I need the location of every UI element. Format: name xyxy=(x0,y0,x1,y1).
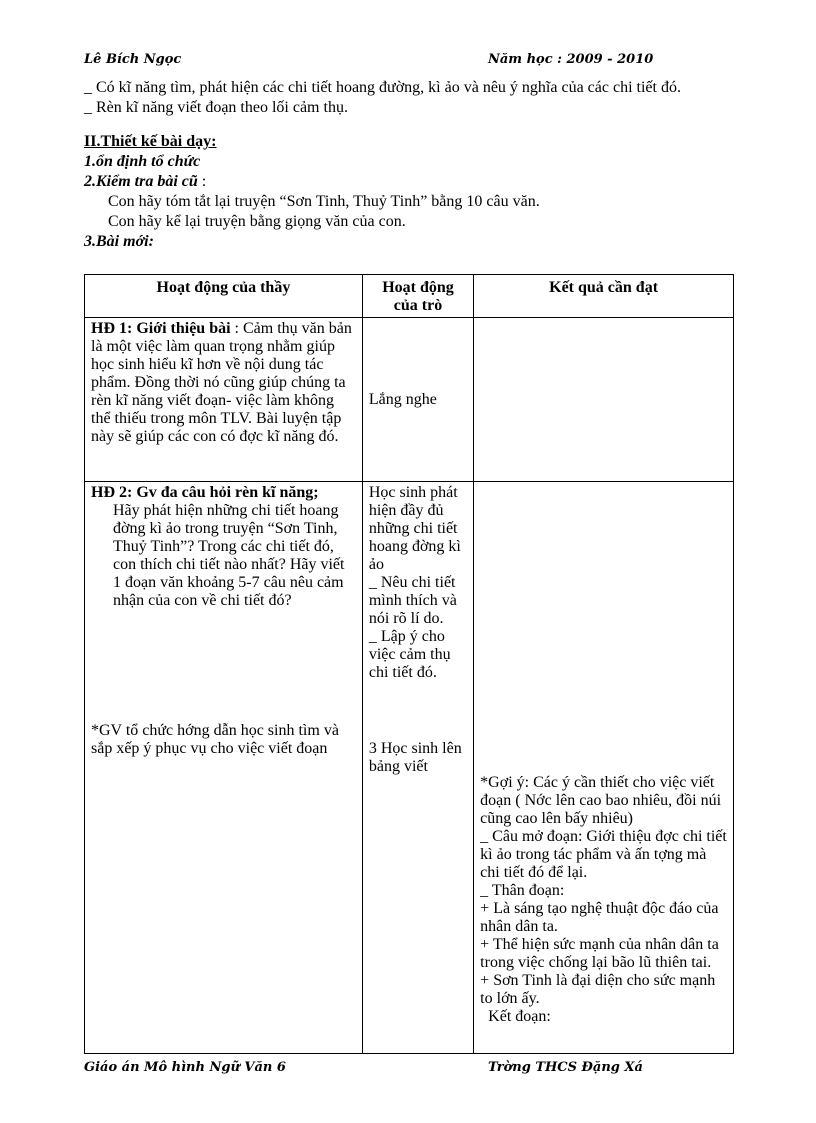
objective-skill-write: _ Rèn kĩ năng viết đoạn theo lối cảm thụ. xyxy=(84,99,348,116)
lesson-table xyxy=(84,274,734,1054)
step-2-heading xyxy=(84,172,744,192)
step-2-label: 2.Kiểm tra bài cũ xyxy=(84,173,198,190)
row2-teacher-cell xyxy=(85,482,363,1054)
row2-result-cell xyxy=(474,482,734,1054)
row1-result-cell xyxy=(474,318,734,482)
review-question-2: Con hãy kể lại truyện bằng giọng văn của con. xyxy=(108,213,406,230)
table-row xyxy=(85,482,734,1054)
result-body-heading: _ Thân đoạn: xyxy=(480,882,565,899)
result-opening: _ Câu mở đoạn: Giới thiệu đợc chi tiết kì ảo trong tác phẩm và ấn tợng mà chi tiết đó để lại. xyxy=(480,828,727,881)
header-teacher-activity: Hoạt động của thầy xyxy=(85,275,363,318)
row1-teacher-cell xyxy=(85,318,363,482)
row2-student-board: 3 Học sinh lên bảng viết xyxy=(368,740,462,775)
row2-student-cell xyxy=(362,482,473,1054)
result-body-point-3: + Sơn Tinh là đại diện cho sức mạnh to lớn ấy. xyxy=(480,972,716,1007)
row2-student-detect: Học sinh phát hiện đầy đủ những chi tiết hoang đờng kì ảo xyxy=(368,484,461,573)
header-student-activity: Hoạt động của trò xyxy=(362,275,473,318)
header-expected-result: Kết quả cần đạt xyxy=(474,275,734,318)
objective-skill-find: _ Có kĩ năng tìm, phát hiện các chi tiết hoang đường, kì ảo và nêu ý nghĩa của các chi tiết đó. xyxy=(84,79,681,96)
result-body-point-1: + Là sáng tạo nghệ thuật độc đáo của nhân dân ta. xyxy=(480,900,719,935)
footer-school: Trờng THCS Đặng Xá xyxy=(488,1060,643,1075)
row2-student-outline: _ Lập ý cho việc cảm thụ chi tiết đó. xyxy=(368,628,451,681)
row2-teacher-guide: *GV tổ chức hớng dẫn học sinh tìm và sắp xếp ý phục vụ cho việc viết đoạn xyxy=(91,722,339,757)
result-hint: *Gợi ý: Các ý cần thiết cho việc viết đoạn ( Nớc lên cao bao nhiêu, đồi núi cũng cao lên bấy nhiêu) xyxy=(480,774,722,827)
step-2-colon: : xyxy=(197,173,207,190)
section-title: II.Thiết kế bài dạy: xyxy=(84,133,217,150)
row1-student-text: Lắng nghe xyxy=(368,390,437,408)
step-1-heading: 1.ổn định tổ chức xyxy=(84,153,201,170)
table-row xyxy=(85,318,734,482)
row1-teacher-title: HĐ 1: Giới thiệu bài xyxy=(91,320,231,337)
row1-student-cell xyxy=(362,318,473,482)
row2-teacher-title: HĐ 2: Gv đa câu hỏi rèn kĩ năng; xyxy=(91,484,319,501)
intro-block xyxy=(84,78,744,252)
row1-teacher-text: : Cảm thụ văn bản là một việc làm quan trọng nhằm giúp học sinh hiểu kĩ hơn về nội dung tác phẩm. Đồng thời nó cũng giúp chúng ta rèn kĩ năng viết đoạn- việc làm không thể thiếu trong môn TLV. Bài luyện tập này sẽ giúp các con có đợc kĩ năng đó. xyxy=(91,320,352,445)
result-body-point-2: + Thể hiện sức mạnh của nhân dân ta trong việc chống lại bão lũ thiên tai. xyxy=(480,936,719,971)
row2-student-favorite: _ Nêu chi tiết mình thích và nói rõ lí do. xyxy=(368,574,457,627)
table-header-row xyxy=(85,275,734,318)
step-3-heading: 3.Bài mới: xyxy=(84,233,154,250)
review-question-1: Con hãy tóm tắt lại truyện “Sơn Tinh, Thuỷ Tinh” bằng 10 câu văn. xyxy=(108,193,540,210)
row2-teacher-question: Hãy phát hiện những chi tiết hoang đờng kì ảo trong truyện “Sơn Tinh, Thuỷ Tinh”? Trong các chi tiết đó, con thích chi tiết nào nhất? Hãy viết 1 đoạn văn khoảng 5-7 câu nêu cảm nhận của con về chi tiết đó? xyxy=(113,502,345,609)
footer-lesson-plan: Giáo án Mô hình Ngữ Văn 6 xyxy=(84,1060,286,1075)
header-author: Lê Bích Ngọc xyxy=(84,52,182,67)
result-closing: Kết đoạn: xyxy=(480,1008,551,1025)
header-school-year: Năm học : 2009 - 2010 xyxy=(488,52,654,67)
